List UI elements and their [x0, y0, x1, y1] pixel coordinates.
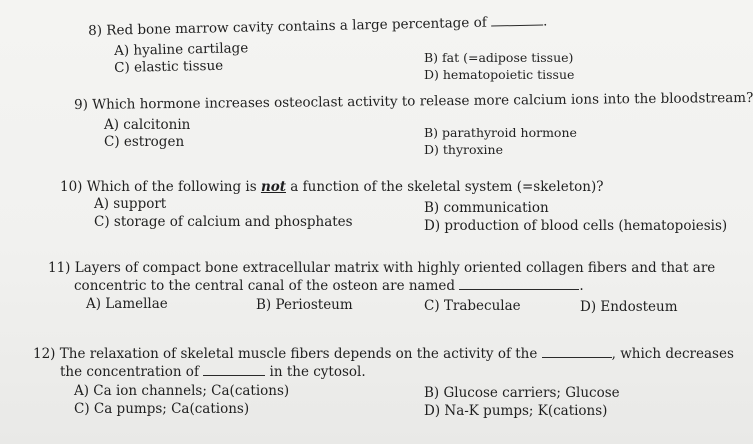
question-10-stem — [60, 179, 603, 195]
question-11-choice-d: D) Endosteum — [580, 299, 678, 315]
question-9-number: 9) — [74, 96, 89, 113]
emphasis-not: not — [260, 179, 286, 195]
question-10-text-pre: Which of the following is — [86, 179, 257, 195]
question-12-text-2b: in the cytosol. — [269, 364, 366, 380]
question-9-text: Which hormone increases osteoclast activity to release more calcium ions into the bloodstream? — [92, 89, 753, 113]
question-12-stem-line-1 — [33, 345, 734, 362]
question-8-choice-d: D) hematopoietic tissue — [424, 67, 575, 82]
question-8-text: Red bone marrow cavity contains a large percentage of — [106, 14, 487, 39]
question-12-choice-c: C) Ca pumps; Ca(cations) — [74, 401, 250, 417]
question-11-text-1: Layers of compact bone extracellular matrix with highly oriented collagen fibers and that are — [74, 260, 716, 276]
question-11-text-2: concentric to the central canal of the osteon are named — [74, 278, 456, 294]
question-11-number: 11) — [48, 260, 71, 276]
question-12-choice-d: D) Na-K pumps; K(cations) — [424, 403, 608, 419]
question-12-choice-a: A) Ca ion channels; Ca(cations) — [74, 383, 290, 399]
question-11-choice-a: A) Lamellae — [86, 296, 168, 312]
answer-blank — [542, 345, 612, 358]
question-8-choice-c: C) elastic tissue — [114, 57, 224, 76]
question-10-choice-b: B) communication — [424, 200, 549, 216]
question-10-choice-a: A) support — [94, 196, 167, 212]
question-12-stem-line-2 — [60, 363, 366, 380]
question-10-number: 10) — [60, 179, 83, 195]
question-12-text-1a: The relaxation of skeletal muscle fibers depends on the activity of the — [59, 346, 538, 362]
question-8-number: 8) — [88, 22, 103, 39]
question-11-choice-c: C) Trabeculae — [424, 298, 521, 314]
question-9-stem — [74, 90, 753, 113]
question-8-choice-a: A) hyaline cartilage — [114, 40, 249, 59]
question-8-choice-b: B) fat (=adipose tissue) — [424, 50, 574, 65]
question-9-choice-c: C) estrogen — [104, 134, 185, 150]
question-8-stem: 8) Red bone marrow cavity contains a large percentage of . — [88, 13, 548, 39]
question-11-stem-line-1 — [48, 260, 715, 276]
question-11-stem-line-2: concentric to the central canal of the osteon are named . — [74, 278, 584, 294]
question-9-choice-d: D) thyroxine — [424, 142, 504, 157]
question-9-choice-a: A) calcitonin — [104, 117, 191, 133]
question-12-text-1b: , which decreases — [611, 346, 734, 362]
question-10-text-post: a function of the skeletal system (=skeleton)? — [290, 179, 604, 195]
question-11-choice-b: B) Periosteum — [256, 297, 353, 313]
question-12-choice-b: B) Glucose carriers; Glucose — [424, 385, 620, 401]
answer-blank — [491, 12, 543, 26]
answer-blank — [459, 277, 579, 290]
question-10-choice-d: D) production of blood cells (hematopoiesis) — [424, 218, 728, 234]
question-9-choice-b: B) parathyroid hormone — [424, 125, 577, 140]
question-10-choice-c: C) storage of calcium and phosphates — [94, 214, 353, 230]
answer-blank — [203, 363, 265, 376]
question-12-text-2a: the concentration of — [60, 364, 199, 380]
question-12-number: 12) — [33, 346, 56, 362]
